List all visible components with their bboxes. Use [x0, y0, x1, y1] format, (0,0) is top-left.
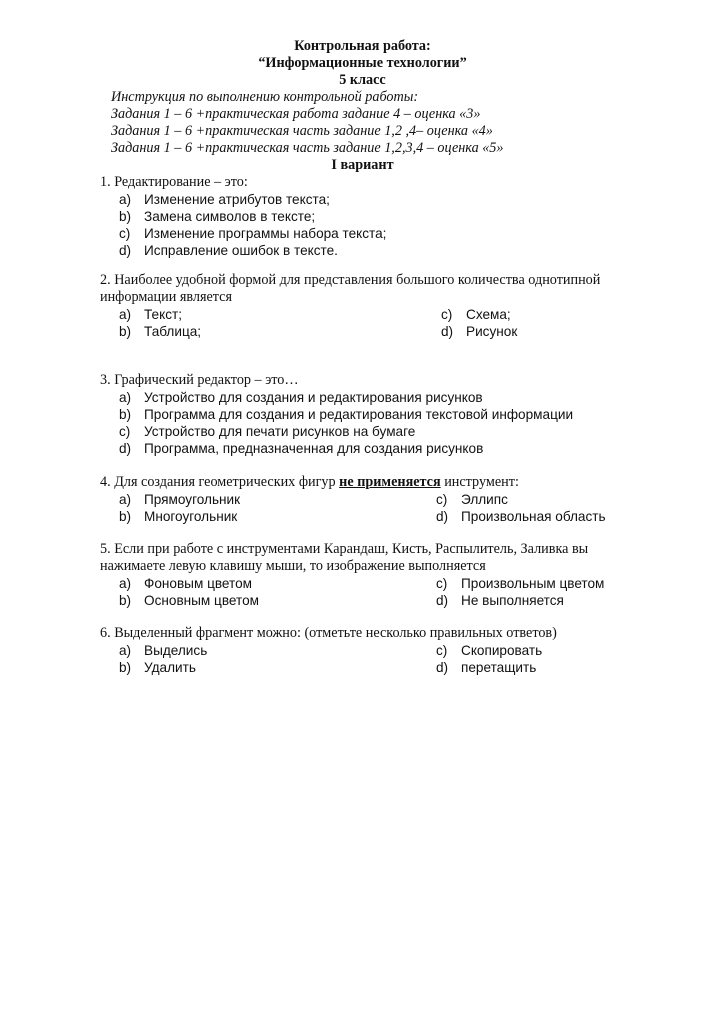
question-4-option-b: b) Многоугольник	[119, 509, 238, 524]
question-3-text: 3. Графический редактор – это…	[100, 372, 299, 388]
question-1-option-b: b) Замена символов в тексте;	[119, 209, 316, 224]
emphasis-text: не применяется	[339, 474, 441, 490]
question-6-option-b: b) Удалить	[119, 660, 196, 675]
question-5-option-c: c) Произвольным цветом	[436, 576, 605, 591]
question-6-option-d: d) перетащить	[436, 660, 537, 675]
question-6-option-a: a) Выделись	[119, 643, 208, 658]
question-2-option-d: d) Рисунок	[441, 324, 518, 339]
variant-label: I вариант	[331, 157, 394, 173]
instruction-title: Инструкция по выполнению контрольной работы:	[111, 89, 419, 105]
question-5-text-cont: нажимаете левую клавишу мыши, то изображение выполняется	[100, 558, 486, 574]
question-2-text: 2. Наиболее удобной формой для представления большого количества однотипной	[100, 272, 601, 288]
question-3-option-b: b) Программа для создания и редактирования текстовой информации	[119, 407, 574, 422]
doc-title: Контрольная работа:	[294, 38, 431, 54]
instruction-line: Задания 1 – 6 +практическая часть задание 1,2,3,4 – оценка «5»	[111, 140, 504, 156]
question-1-text: 1. Редактирование – это:	[100, 174, 248, 190]
question-3-option-a: a) Устройство для создания и редактирования рисунков	[119, 390, 483, 405]
grade-label: 5 класс	[339, 72, 386, 88]
question-4-option-a: a) Прямоугольник	[119, 492, 241, 507]
question-1-option-c: c) Изменение программы набора текста;	[119, 226, 387, 241]
instruction-line: Задания 1 – 6 +практическая работа задание 4 – оценка «3»	[111, 106, 481, 122]
instruction-line: Задания 1 – 6 +практическая часть задание 1,2 ,4– оценка «4»	[111, 123, 493, 139]
question-4-option-c: c) Эллипс	[436, 492, 508, 507]
question-6-option-c: c) Скопировать	[436, 643, 543, 658]
question-5-text: 5. Если при работе с инструментами Карандаш, Кисть, Распылитель, Заливка вы	[100, 541, 589, 557]
doc-subtitle: “Информационные технологии”	[258, 55, 467, 71]
question-2-text-cont: информации является	[100, 289, 232, 305]
question-6-text: 6. Выделенный фрагмент можно: (отметьте несколько правильных ответов)	[100, 625, 557, 641]
question-1-option-d: d) Исправление ошибок в тексте.	[119, 243, 338, 258]
question-4-option-d: d) Произвольная область	[436, 509, 606, 524]
question-2-option-c: c) Схема;	[441, 307, 511, 322]
question-5-option-b: b) Основным цветом	[119, 593, 260, 608]
question-5-option-d: d) Не выполняется	[436, 593, 564, 608]
question-2-option-b: b) Таблица;	[119, 324, 202, 339]
question-3-option-d: d) Программа, предназначенная для создания рисунков	[119, 441, 484, 456]
question-1-option-a: a) Изменение атрибутов текста;	[119, 192, 330, 207]
question-4-text: 4. Для создания геометрических фигур не применяется инструмент:	[100, 474, 519, 490]
question-5-option-a: a) Фоновым цветом	[119, 576, 253, 591]
question-2-option-a: a) Текст;	[119, 307, 182, 322]
question-3-option-c: c) Устройство для печати рисунков на бумаге	[119, 424, 416, 439]
